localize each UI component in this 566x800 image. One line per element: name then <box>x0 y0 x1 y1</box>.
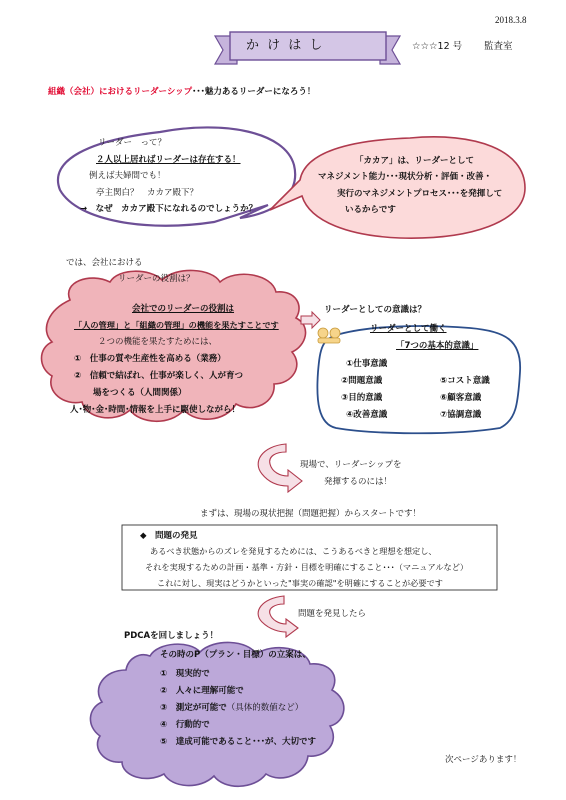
transition-line2: 発揮するのには！ <box>324 477 393 487</box>
problem-heading: ◆ 問題の発見 <box>140 531 198 541</box>
awareness-item: ①仕事意識 <box>346 359 388 369</box>
role-subheading: 「人の管理」と「組織の管理」の機能を果たすことです <box>74 320 279 330</box>
pdca-heading: その時のP（プラン・目標）の立案は、 <box>160 650 311 660</box>
problem-line2: それを実現するための計画・基準・方針・目標を明確にすること･･･（マニュアルなど） <box>145 562 469 572</box>
awareness-item: ③目的意識 <box>341 393 383 403</box>
awareness-item: ④改善意識 <box>346 410 388 420</box>
transition-line1: 現場で、リーダーシップを <box>300 460 402 470</box>
awareness-heading: リーダーとして働く <box>370 324 447 334</box>
problem-line3: これに対し、現実はどうかといった"事実の確認"を明確にすることが必要です <box>157 578 443 588</box>
after-problem: 問題を発見したら <box>298 609 367 619</box>
start-line: まずは、現場の現状把握（問題把握）からスタートです！ <box>200 509 422 519</box>
pdca-title: PDCAを回しましょう！ <box>124 631 219 641</box>
awareness-item: ⑦協調意識 <box>440 410 482 420</box>
bubble-right-line2: マネジメント能力･･･現状分析・評価・改善・ <box>318 172 492 182</box>
intro-line1: では、会社における <box>66 258 143 268</box>
bubble-right-line1: 「カカア」は、リーダーとして <box>355 156 475 166</box>
role-line1: ２つの機能を果たすためには、 <box>98 337 218 347</box>
u-turn-arrow-icon <box>258 444 302 492</box>
bubble-left-line2: ２人以上居ればリーダーは存在する！ <box>96 155 241 165</box>
department-name: 監査室 <box>484 41 513 52</box>
role-item2b: 場をつくる（人間関係） <box>93 388 187 398</box>
bubble-left-line5: → なぜ カカア殿下になれるのでしょうか？ <box>80 204 258 214</box>
awareness-item: ⑥顧客意識 <box>440 393 482 403</box>
u-turn-arrow-icon-2 <box>258 596 298 637</box>
issue-number: ☆☆☆12 号 <box>412 41 463 52</box>
pdca-item1: ① 現実的で <box>160 669 210 679</box>
pdca-item3-note: （具体的数値など） <box>226 703 304 713</box>
bubble-right-line4: いるからです <box>345 205 396 215</box>
headline-red: 組織（会社）におけるリーダーシップ <box>48 87 193 97</box>
cloud-pdca <box>90 642 343 786</box>
pdca-item2: ② 人々に理解可能で <box>160 686 244 696</box>
speech-bubble-right <box>270 137 525 238</box>
problem-line1: あるべき状態からのズレを発見するためには、こうあるべきと理想を想定し、 <box>150 546 437 556</box>
bubble-left-line1: リーダー って？ <box>98 138 167 148</box>
role-item1: ① 仕事の質や生産性を高める（業務） <box>74 354 226 364</box>
pdca-item4: ④ 行動的で <box>160 720 210 730</box>
awareness-item: ⑤コスト意識 <box>440 376 490 386</box>
awareness-question: リーダーとしての意識は？ <box>324 305 427 315</box>
intro-line2: リーダーの役割は？ <box>118 274 195 284</box>
newsletter-title: か け は し <box>246 38 325 53</box>
footer-next-page: 次ページあります！ <box>445 755 522 765</box>
pdca-item3 <box>160 704 303 713</box>
headline-black: ･･･魅力あるリーダーになろう！ <box>192 87 316 97</box>
issue-date: 2018.3.8 <box>495 15 527 25</box>
pdca-item5: ⑤ 達成可能であること･･･が、大切です <box>160 737 316 747</box>
bubble-left-line3: 例えば夫婦間でも！ <box>89 171 166 181</box>
bubble-right-line3: 実行のマネジメントプロセス･･･を発揮して <box>337 189 503 199</box>
people-icon <box>318 328 340 343</box>
headline <box>48 88 315 97</box>
pdca-item3-main: ③ 測定が可能で <box>160 703 227 713</box>
role-line-last: 人･物･金･時間･情報を上手に駆使しながら！ <box>70 405 241 415</box>
role-item2a: ② 信頼で結ばれ、仕事が楽しく、人が育つ <box>74 371 244 381</box>
awareness-subheading: 「7つの基本的意識」 <box>396 341 479 351</box>
bubble-left-line4: 亭主関白？ カカア殿下？ <box>96 188 199 198</box>
role-heading: 会社でのリーダーの役割は <box>132 304 235 314</box>
awareness-item: ②問題意識 <box>341 376 383 386</box>
